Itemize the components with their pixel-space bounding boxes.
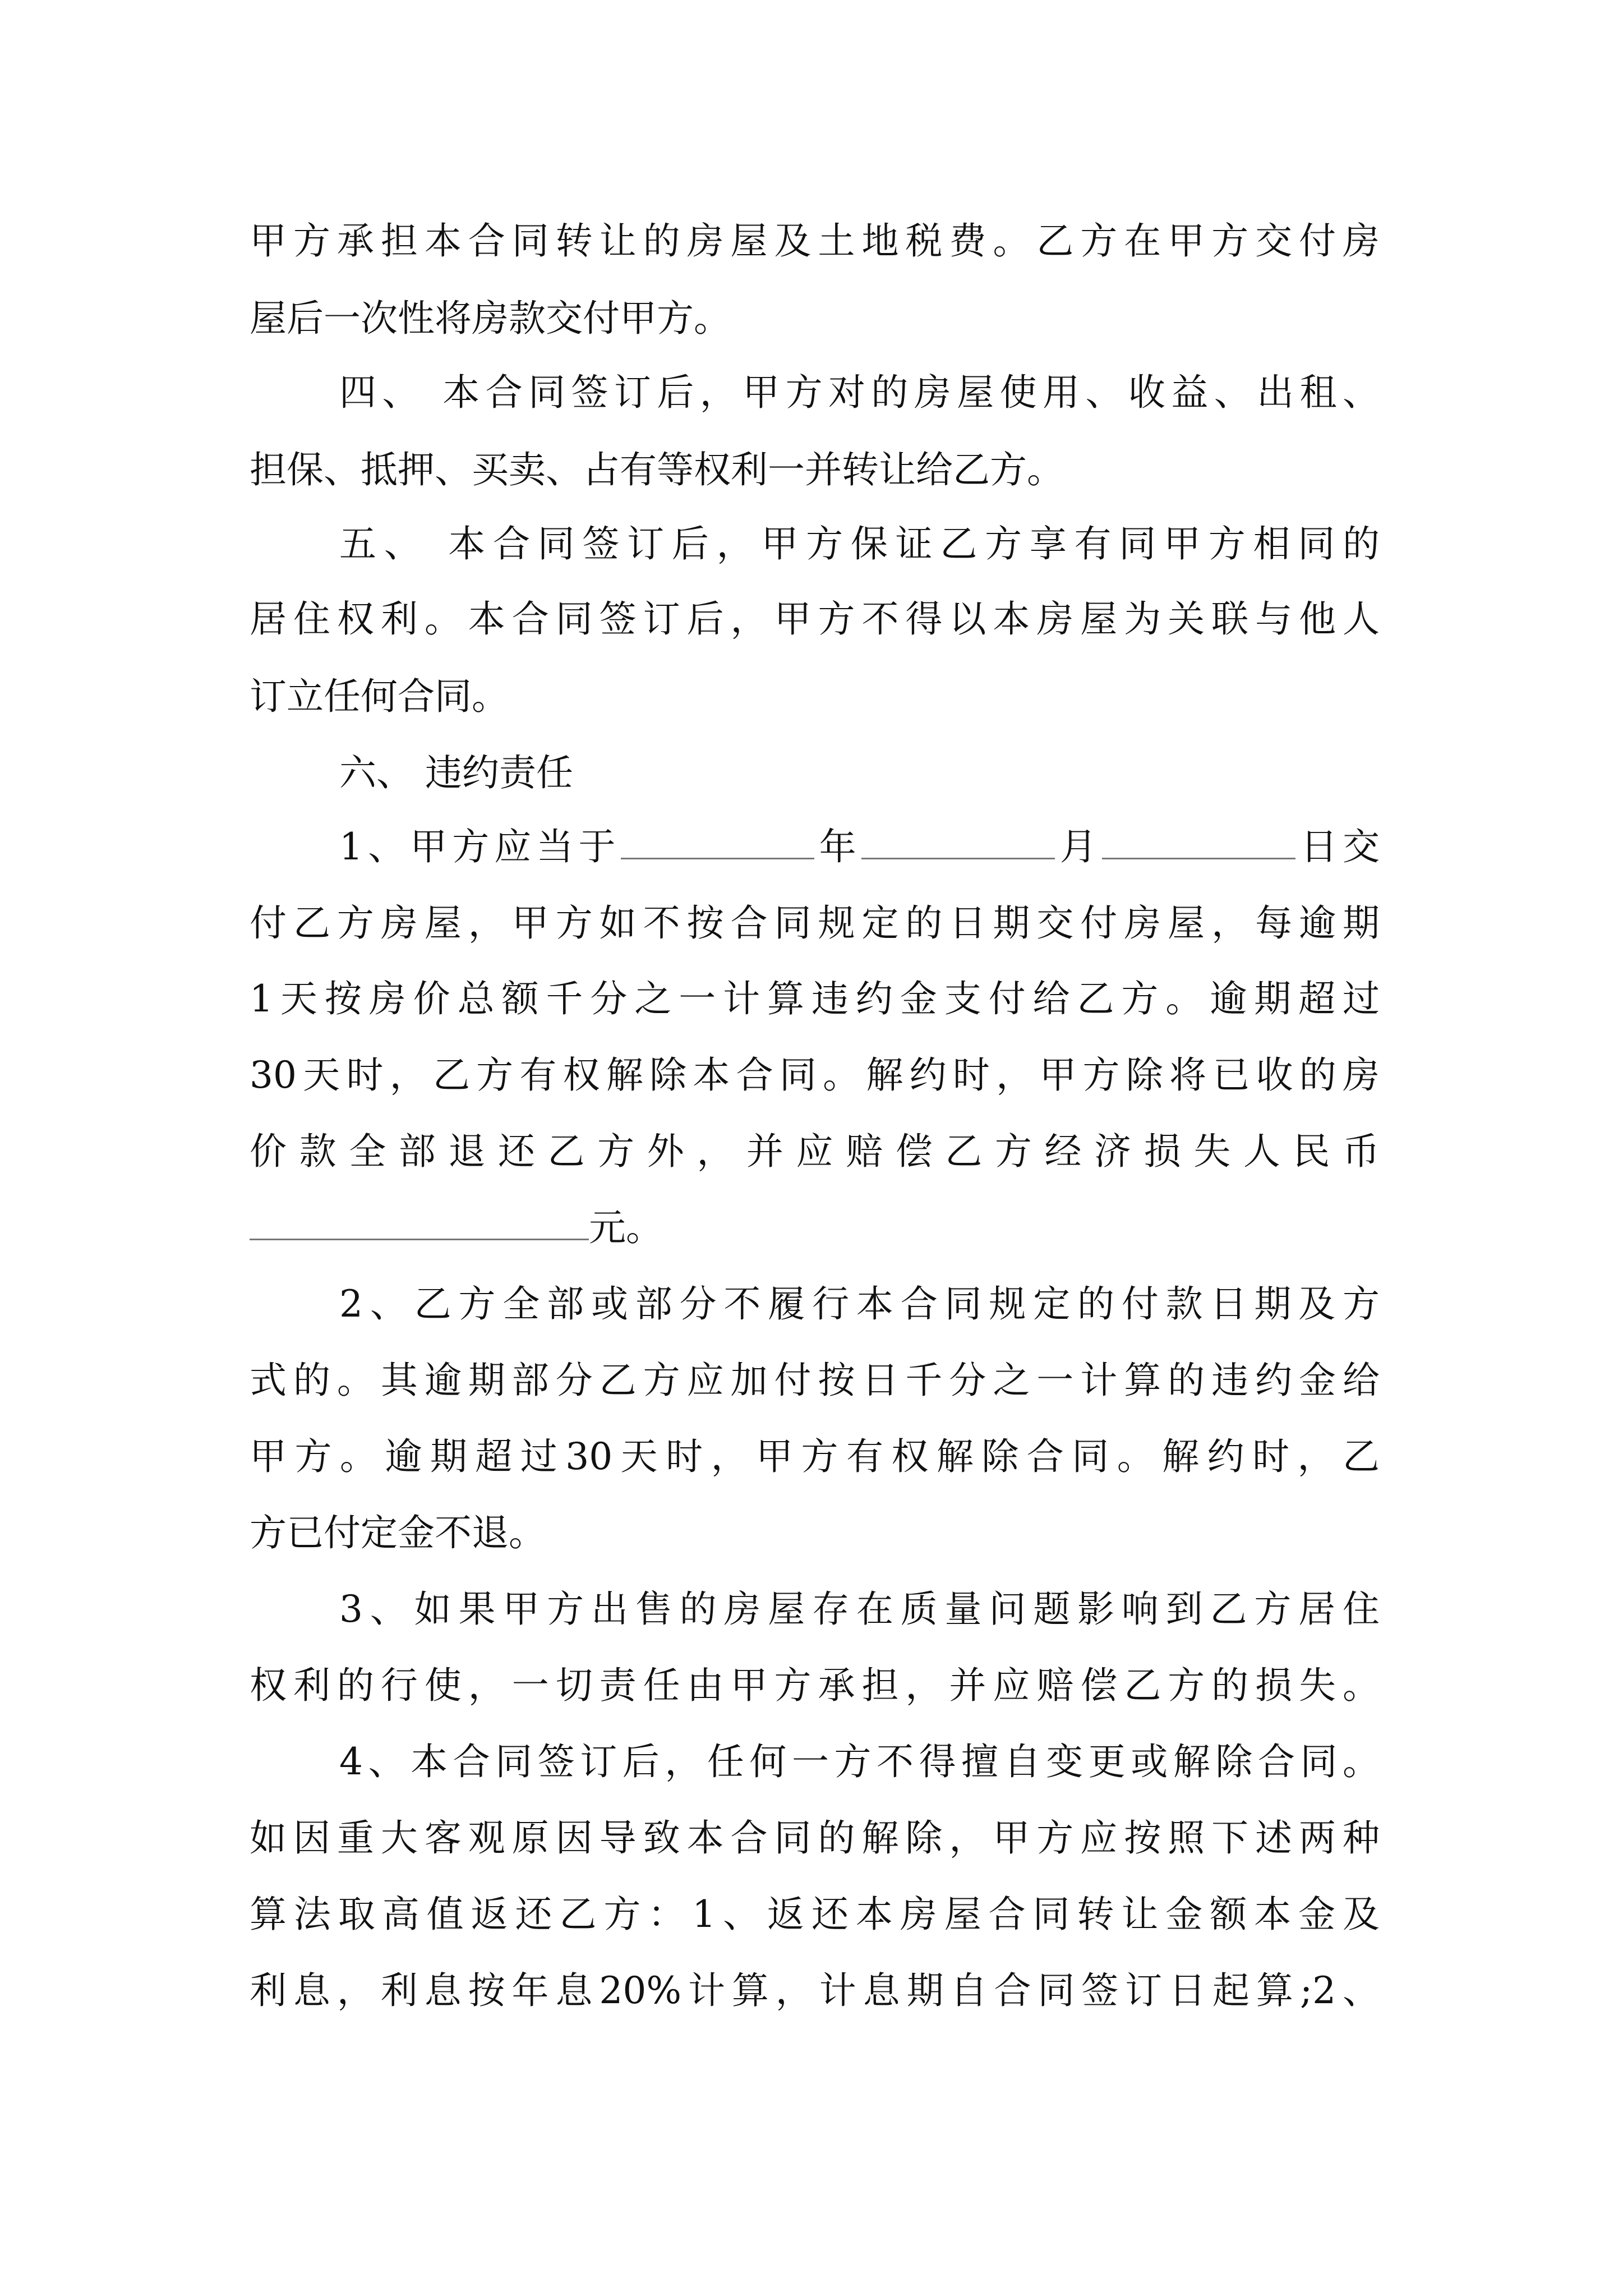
body-line: 付乙方房屋，甲方如不按合同规定的日期交付房屋，每逾期 <box>250 901 1380 945</box>
body-line: 方已付定金不退。 <box>250 1511 546 1554</box>
clause-text: 日交 <box>1295 825 1380 868</box>
body-line: 利息，利息按年息20%计算，计息期自合同签订日起算;2、 <box>250 1969 1380 2012</box>
body-line: 算法取高值返还乙方：1、返还本房屋合同转让金额本金及 <box>250 1893 1380 1936</box>
clause-six-item-2: 2、乙方全部或部分不履行本合同规定的付款日期及方 <box>339 1282 1380 1326</box>
body-line: 如因重大客观原因导致本合同的解除，甲方应按照下述两种 <box>250 1816 1380 1860</box>
day-blank <box>1102 825 1295 859</box>
body-line: 居住权利。本合同签订后，甲方不得以本房屋为关联与他人 <box>250 597 1380 641</box>
body-line: 式的。其逾期部分乙方应加付按日千分之一计算的违约金给 <box>250 1359 1380 1402</box>
body-line: 担保、抵押、买卖、占有等权利一并转让给乙方。 <box>250 448 1064 491</box>
body-line: 价款全部退还乙方外，并应赔偿乙方经济损失人民币 <box>250 1130 1380 1173</box>
clause-text: 年 <box>814 825 861 868</box>
clause-four-heading: 四、 本合同签订后，甲方对的房屋使用、收益、出租、 <box>339 371 1380 414</box>
month-blank <box>861 825 1055 859</box>
body-line: 权利的行使，一切责任由甲方承担，并应赔偿乙方的损失。 <box>250 1664 1380 1707</box>
clause-six-item-4: 4、本合同签订后，任何一方不得擅自变更或解除合同。 <box>339 1740 1380 1783</box>
clause-six-heading: 六、 违约责任 <box>339 751 573 794</box>
clause-text: 1、甲方应当于 <box>339 825 621 868</box>
year-blank <box>621 825 814 859</box>
body-line: 30天时，乙方有权解除本合同。解约时，甲方除将已收的房 <box>250 1053 1380 1097</box>
amount-blank <box>250 1206 589 1240</box>
clause-five-heading: 五、 本合同签订后，甲方保证乙方享有同甲方相同的 <box>339 522 1380 565</box>
body-line: 1天按房价总额千分之一计算违约金支付给乙方。逾期超过 <box>250 977 1380 1020</box>
body-line: 甲方。逾期超过30天时，甲方有权解除合同。解约时，乙 <box>250 1435 1380 1478</box>
clause-text: 月 <box>1054 825 1102 868</box>
body-line: 甲方承担本合同转让的房屋及土地税费。乙方在甲方交付房 <box>250 219 1380 263</box>
clause-six-item-3: 3、如果甲方出售的房屋存在质量问题影响到乙方居住 <box>339 1588 1380 1631</box>
clause-text: 元。 <box>589 1206 663 1249</box>
amount-line <box>250 1203 663 1253</box>
body-line: 屋后一次性将房款交付甲方。 <box>250 297 731 340</box>
clause-six-item-1-first-line <box>339 822 1380 872</box>
body-line: 订立任何合同。 <box>250 675 509 718</box>
